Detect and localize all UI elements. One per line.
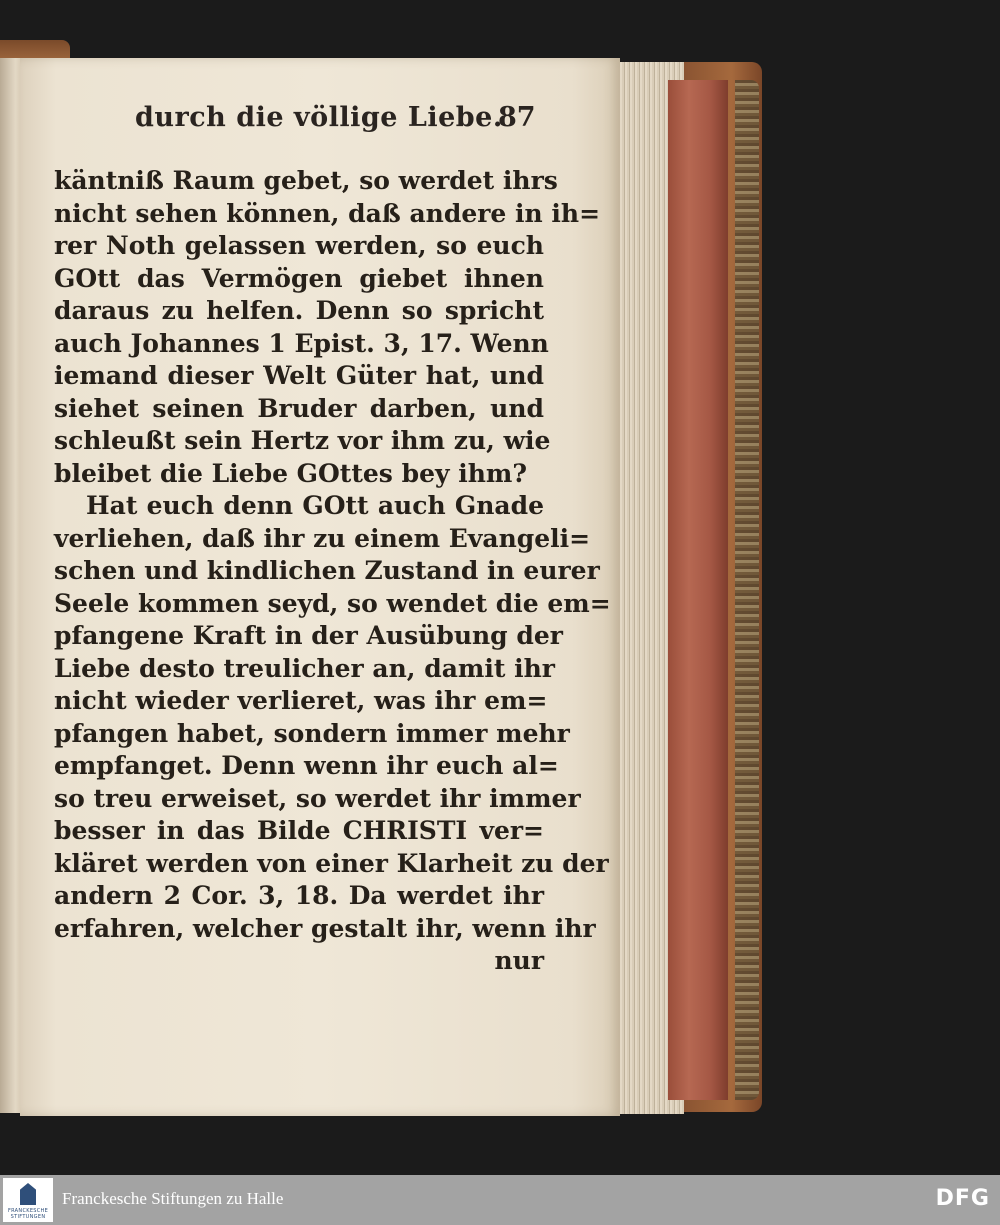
logo-text: FRANCKESCHE STIFTUNGEN [7,1208,49,1220]
body-text [54,165,611,978]
institution-name: Franckesche Stiftungen zu Halle [62,1189,284,1208]
text-line: erfahren, welcher gestalt ihr, wenn ihr [54,913,596,943]
dfg-logo[interactable]: DFG [935,1186,990,1211]
text-line: GOtt das Vermögen giebet ihnen [54,263,544,293]
text-line: Liebe desto treulicher an, damit ihr [54,653,555,683]
text-line: empfanget. Denn wenn ihr euch al= [54,751,559,780]
text-line: kläret werden von einer Klarheit zu der [54,848,609,878]
text-line: schen und kindlichen Zustand in eurer [54,556,600,585]
text-line: Seele kommen seyd, so wendet die em= [54,588,611,618]
cover-spine-edge [735,80,759,1100]
text-line: pfangen habet, sondern immer mehr [54,718,570,748]
franckesche-logo[interactable] [3,1178,53,1222]
book-page [20,58,620,1116]
text-line: Hat euch denn GOtt auch Gnade [86,491,544,520]
building-icon [20,1183,36,1205]
page-number: 87 [498,102,536,133]
text-line: schleußt sein Hertz vor ihm zu, wie [54,426,551,455]
text-line: andern 2 Cor. 3, 18. Da werdet ihr [54,881,544,910]
running-head-title: durch die völlige Liebe. [135,102,503,133]
footer-bar [0,1175,1000,1225]
text-line: so treu erweiset, so werdet ihr immer [54,783,581,813]
text-line: verliehen, daß ihr zu einem Evangeli= [54,523,591,553]
running-head [20,102,540,142]
text-line: auch Johannes 1 Epist. 3, 17. Wenn [54,328,549,358]
text-line: nicht wieder verlieret, was ihr em= [54,686,548,715]
catchword: nur [494,946,544,975]
text-line: siehet seinen Bruder darben, und [54,393,544,423]
text-line: iemand dieser Welt Güter hat, und [54,361,544,390]
text-line: pfangene Kraft in der Ausübung der [54,621,563,650]
text-line: daraus zu helfen. Denn so spricht [54,296,544,325]
text-line: nicht sehen können, daß andere in ih= [54,198,601,228]
red-page-edge [668,80,728,1100]
text-line: rer Noth gelassen werden, so euch [54,231,544,260]
text-line: käntniß Raum gebet, so werdet ihrs [54,166,558,195]
text-line: besser in das Bilde CHRISTI ver= [54,816,544,845]
text-line: bleibet die Liebe GOttes bey ihm? [54,458,527,488]
